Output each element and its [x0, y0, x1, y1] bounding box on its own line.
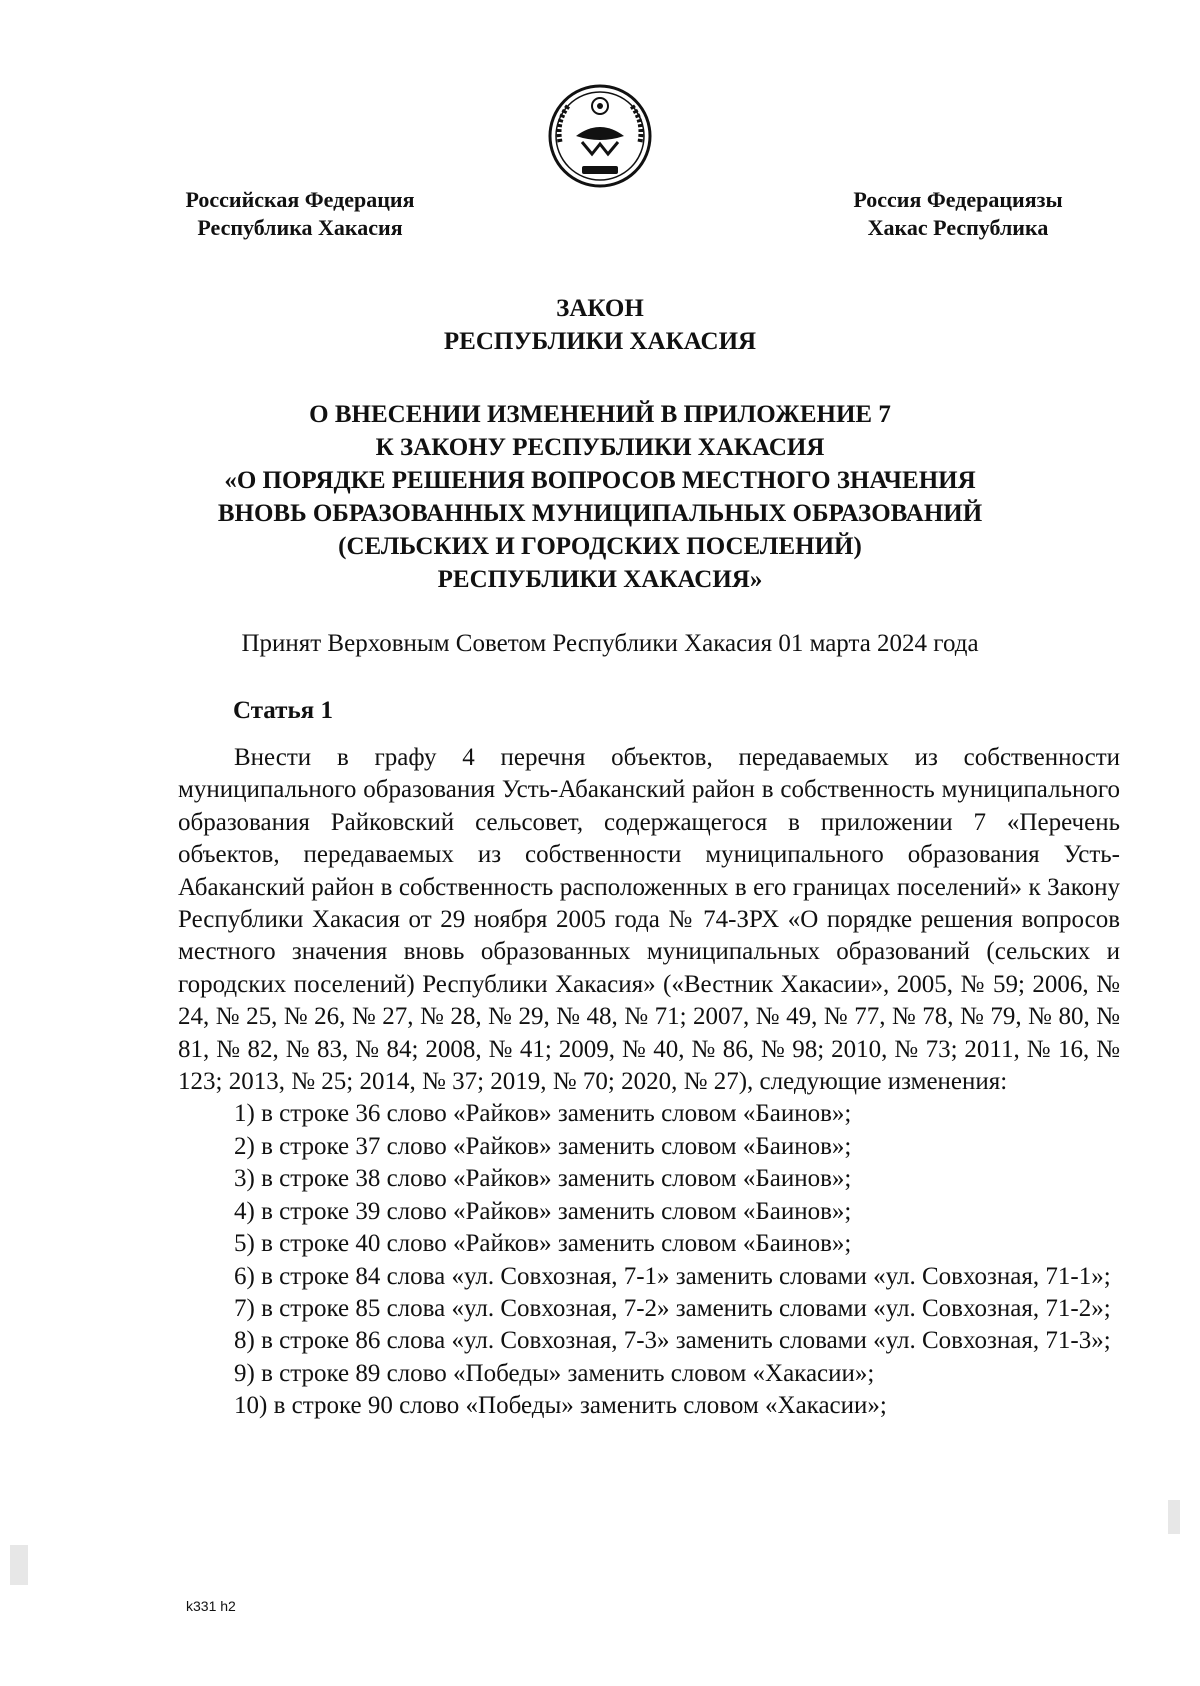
header-left-line2: Республика Хакасия — [197, 215, 403, 240]
list-item: 2) в строке 37 слово «Райков» заменить словом «Баинов»; — [234, 1132, 852, 1160]
law-subject-line: РЕСПУБЛИКИ ХАКАСИЯ» — [437, 566, 763, 593]
list-item: 3) в строке 38 слово «Райков» заменить словом «Баинов»; — [234, 1165, 852, 1193]
list-item: 8) в строке 86 слова «ул. Совхозная, 7-3» заменить словами «ул. Совхозная, 71-3»; — [234, 1327, 1111, 1355]
adoption-note: Принят Верховным Советом Республики Хакасия 01 марта 2024 года — [241, 630, 979, 657]
list-item: 1) в строке 36 слово «Райков» заменить словом «Баинов»; — [234, 1100, 852, 1128]
header-left — [170, 186, 430, 242]
amendment-list — [178, 1098, 1120, 1422]
list-item: 9) в строке 89 слово «Победы» заменить словом «Хакасии»; — [234, 1359, 875, 1387]
law-subject-line: ВНОВЬ ОБРАЗОВАННЫХ МУНИЦИПАЛЬНЫХ ОБРАЗОВАНИЙ — [217, 500, 983, 527]
law-title-line2: РЕСПУБЛИКИ ХАКАСИЯ — [443, 328, 757, 355]
header-right-line2: Хакас Республика — [867, 215, 1049, 240]
law-subject — [160, 398, 1040, 596]
list-item: 5) в строке 40 слово «Райков» заменить словом «Баинов»; — [234, 1230, 852, 1258]
law-subject-line: О ВНЕСЕНИИ ИЗМЕНЕНИЙ В ПРИЛОЖЕНИЕ 7 — [309, 401, 891, 428]
law-title-line1: ЗАКОН — [556, 295, 644, 322]
law-subject-line: К ЗАКОНУ РЕСПУБЛИКИ ХАКАСИЯ — [375, 434, 825, 461]
list-item: 10) в строке 90 слово «Победы» заменить словом «Хакасии»; — [234, 1392, 887, 1420]
law-subject-line: (СЕЛЬСКИХ И ГОРОДСКИХ ПОСЕЛЕНИЙ) — [338, 533, 862, 560]
header-right — [838, 186, 1078, 242]
article-body — [178, 742, 1120, 1423]
header-right-line1: Россия Федерациязы — [853, 187, 1063, 212]
article-paragraph: Внести в графу 4 перечня объектов, передаваемых из собственности муниципального образования Усть-Абаканский район в собственность муниципального образования Райковский сельсовет, содержащегося в приложении 7 «Перечень объектов, передаваемых из собственности муниципального образования Усть-Абаканский район в собственность расположенных в его границах поселений» к Закону Республики Хакасия от 29 ноября 2005 года № 74-ЗРХ «О порядке решения вопросов местного значения вновь образованных муниципальных образований (сельских и городских поселений) Республики Хакасия» («Вестник Хакасии», 2005, № 59; 2006, № 24, № 25, № 26, № 27, № 28, № 29, № 48, № 71; 2007, № 49, № 77, № 78, № 79, № 80, № 81, № 82, № 83, № 84; 2008, № 41; 2009, № 40, № 86, № 98; 2010, № 73; 2011, № 16, № 123; 2013, № 25; 2014, № 37; 2019, № 70; 2020, № 27), следующие изменения: — [178, 744, 1120, 1096]
list-item: 6) в строке 84 слова «ул. Совхозная, 7-1» заменить словами «ул. Совхозная, 71-1»; — [234, 1262, 1111, 1290]
article-heading: Статья 1 — [233, 697, 333, 724]
list-item: 7) в строке 85 слова «ул. Совхозная, 7-2» заменить словами «ул. Совхозная, 71-2»; — [234, 1294, 1111, 1322]
scan-speck — [10, 1545, 28, 1585]
header-left-line1: Российская Федерация — [185, 187, 415, 212]
list-item: 4) в строке 39 слово «Райков» заменить словом «Баинов»; — [234, 1197, 852, 1225]
law-subject-line: «О ПОРЯДКЕ РЕШЕНИЯ ВОПРОСОВ МЕСТНОГО ЗНАЧЕНИЯ — [224, 467, 976, 494]
coat-of-arms-icon — [546, 82, 654, 190]
law-title — [160, 292, 1040, 358]
footer-code: k331 h2 — [186, 1598, 236, 1614]
scan-speck — [1168, 1500, 1180, 1534]
